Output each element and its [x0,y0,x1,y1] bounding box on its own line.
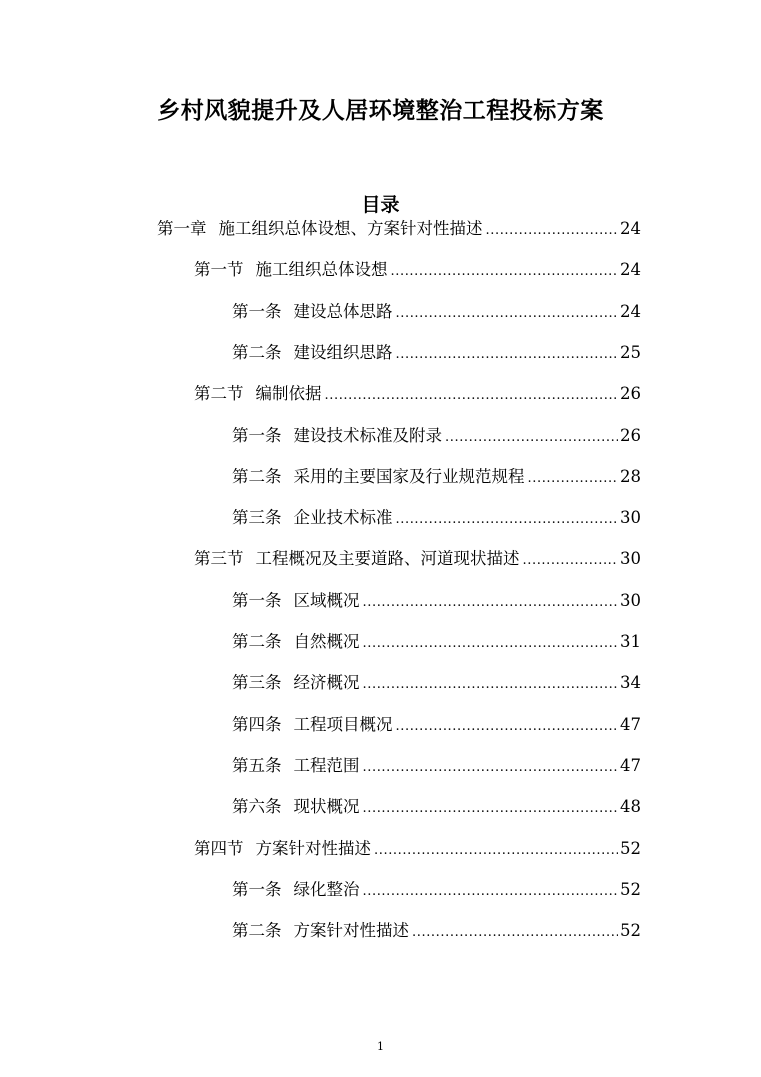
toc-entry[interactable] [232,752,641,780]
toc-entry-title: 方案针对性描述 [255,838,371,858]
toc-entry-title: 工程概况及主要道路、河道现状描述 [255,549,520,569]
toc-entry-title: 建设总体思路 [293,301,393,321]
toc-dot-leader [363,630,619,658]
toc-entry-prefix: 第三条 [232,508,282,528]
document-title: 乡村风貌提升及人居环境整治工程投标方案 [157,98,604,124]
toc-entry[interactable] [232,463,641,491]
toc-entry-page: 47 [620,755,641,775]
toc-entry-title: 方案针对性描述 [293,921,409,941]
toc-entry[interactable] [194,545,641,573]
toc-entry[interactable] [232,793,641,821]
toc-dot-leader [396,506,619,534]
toc-dot-leader [523,547,619,575]
toc-entry-page: 25 [620,342,641,362]
toc-entry-page: 24 [620,219,641,238]
toc-entry[interactable] [232,298,641,326]
toc-dot-leader [445,424,618,452]
toc-entry-prefix: 第一条 [232,590,282,610]
toc-dot-leader [363,754,619,782]
toc-entry-title: 经济概况 [293,673,360,693]
toc-entry-page: 24 [620,301,641,321]
toc-entry-prefix: 第四节 [194,838,244,858]
toc-entry-prefix: 第六条 [232,797,282,817]
toc-heading: 目录 [361,194,400,216]
toc-dot-leader [486,217,619,245]
toc-entry[interactable] [232,876,641,904]
toc-entry-page: 34 [620,673,641,693]
toc-entry[interactable] [232,917,641,945]
toc-entry[interactable] [232,587,641,615]
toc-entry[interactable] [232,504,641,532]
toc-entry-page: 30 [620,508,641,528]
toc-entry-prefix: 第二条 [232,632,282,651]
toc-entry-page: 52 [620,838,641,858]
toc-dot-leader [396,341,619,369]
toc-entry-page: 26 [620,425,641,445]
toc-entry[interactable] [194,256,641,284]
toc-dot-leader [363,671,619,699]
toc-dot-leader [396,713,619,741]
toc-entry-title: 建设组织思路 [293,342,393,362]
toc-entry-title: 绿化整治 [293,879,360,899]
toc-dot-leader [325,382,619,410]
toc-entry-prefix: 第二节 [194,384,244,404]
toc-entry-prefix: 第一条 [232,301,282,321]
toc-entry-title: 自然概况 [293,632,360,651]
toc-entry-prefix: 第一节 [194,260,244,280]
toc-entry-page: 47 [620,714,641,734]
toc-entry-page: 52 [620,921,641,941]
toc-entry-prefix: 第二条 [232,466,282,486]
toc-entry-title: 施工组织总体设想 [255,260,388,280]
toc-entry[interactable] [194,380,641,408]
toc-dot-leader [363,589,619,617]
toc-entry-page: 30 [620,549,641,569]
toc-entry-prefix: 第五条 [232,755,282,775]
toc-entry-prefix: 第四条 [232,714,282,734]
toc-entry-title: 现状概况 [293,797,360,817]
toc-entry[interactable] [232,422,641,450]
toc-dot-leader [363,795,619,823]
toc-entry-title: 工程项目概况 [293,714,393,734]
toc-entry-prefix: 第三节 [194,549,244,569]
toc-entry-title: 区域概况 [293,590,360,610]
toc-entry[interactable] [232,339,641,367]
toc-entry-page: 26 [620,384,641,404]
toc-dot-leader [374,837,618,865]
toc-dot-leader [412,919,618,947]
toc-entry[interactable] [232,711,641,739]
toc-entry-page: 24 [620,260,641,280]
toc-entry[interactable] [194,835,641,863]
toc-entry-prefix: 第二条 [232,921,282,941]
toc-entry[interactable] [232,669,641,697]
toc-entry-prefix: 第一条 [232,879,282,899]
toc-entry-page: 31 [620,632,641,651]
toc-entry-page: 48 [620,797,641,817]
toc-entry-title: 企业技术标准 [293,508,393,528]
toc-dot-leader [363,878,619,906]
toc-entry-page: 52 [620,879,641,899]
toc-dot-leader [528,465,619,493]
toc-entry[interactable] [157,215,641,243]
toc-entry-prefix: 第一条 [232,425,282,445]
toc-entry[interactable] [232,628,641,656]
toc-dot-leader [396,300,619,328]
toc-entry-title: 建设技术标准及附录 [293,425,442,445]
toc-entry-title: 编制依据 [255,384,322,404]
toc-entry-page: 30 [620,590,641,610]
toc-entry-prefix: 第二条 [232,342,282,362]
toc-entry-prefix: 第三条 [232,673,282,693]
toc-entry-page: 28 [620,466,641,486]
toc-entry-title: 工程范围 [293,755,360,775]
toc-entry-title: 采用的主要国家及行业规范规程 [293,466,525,486]
toc-entry-title: 施工组织总体设想、方案针对性描述 [218,219,483,238]
page-number: 1 [377,1040,384,1053]
toc-entry-prefix: 第一章 [157,219,207,238]
toc-dot-leader [391,258,619,286]
